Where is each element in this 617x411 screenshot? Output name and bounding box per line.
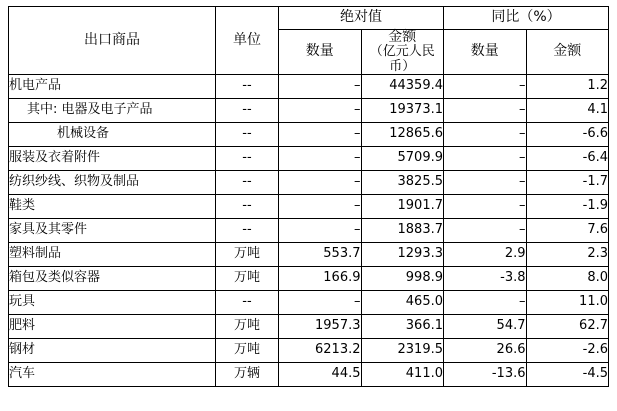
column-header-product: 出口商品: [9, 7, 216, 75]
table-row: [9, 170, 609, 194]
cell-product-name: 肥料: [9, 314, 216, 338]
cell-product-name: 纺织纱线、织物及制品: [9, 170, 216, 194]
cell-absolute-quantity: –: [279, 218, 362, 242]
cell-yoy-quantity: –: [444, 98, 527, 122]
cell-yoy-quantity: 2.9: [444, 242, 527, 266]
cell-yoy-quantity: -3.8: [444, 266, 527, 290]
cell-absolute-quantity: –: [279, 98, 362, 122]
cell-unit: --: [216, 290, 279, 314]
column-header-absolute: 绝对值: [279, 7, 444, 30]
cell-yoy-quantity: –: [444, 146, 527, 170]
cell-yoy-quantity: –: [444, 218, 527, 242]
cell-yoy-quantity: 26.6: [444, 338, 527, 362]
table-header-row-1: [9, 7, 609, 30]
cell-unit: 万吨: [216, 338, 279, 362]
export-commodities-table: [8, 6, 609, 387]
cell-product-name: 箱包及类似容器: [9, 266, 216, 290]
cell-absolute-amount: 411.0: [361, 362, 444, 386]
column-header-unit: 单位: [216, 7, 279, 75]
cell-product-name: 机械设备: [9, 122, 216, 146]
cell-absolute-quantity: 1957.3: [279, 314, 362, 338]
cell-absolute-amount: 3825.5: [361, 170, 444, 194]
cell-yoy-amount: 8.0: [526, 266, 609, 290]
table-header: [9, 7, 609, 75]
column-header-absolute-amount-label: 金额: [388, 29, 417, 45]
cell-yoy-amount: 11.0: [526, 290, 609, 314]
cell-product-name: 家具及其零件: [9, 218, 216, 242]
cell-absolute-quantity: –: [279, 74, 362, 98]
cell-unit: --: [216, 170, 279, 194]
cell-yoy-amount: 1.2: [526, 74, 609, 98]
cell-product-name: 服装及衣着附件: [9, 146, 216, 170]
cell-unit: --: [216, 74, 279, 98]
cell-unit: --: [216, 218, 279, 242]
cell-unit: --: [216, 122, 279, 146]
table-row: [9, 314, 609, 338]
column-header-yoy-amount: 金额: [526, 30, 609, 75]
column-header-absolute-amount: [361, 30, 444, 75]
cell-product-name: 玩具: [9, 290, 216, 314]
cell-yoy-amount: 7.6: [526, 218, 609, 242]
cell-product-name: 其中: 电器及电子产品: [9, 98, 216, 122]
table-row: [9, 290, 609, 314]
cell-unit: --: [216, 98, 279, 122]
cell-absolute-amount: 1293.3: [361, 242, 444, 266]
cell-absolute-quantity: 166.9: [279, 266, 362, 290]
cell-yoy-amount: -1.9: [526, 194, 609, 218]
cell-absolute-amount: 465.0: [361, 290, 444, 314]
table-row: [9, 362, 609, 386]
cell-unit: 万吨: [216, 314, 279, 338]
cell-absolute-amount: 12865.6: [361, 122, 444, 146]
column-header-yoy-quantity: 数量: [444, 30, 527, 75]
cell-yoy-amount: 62.7: [526, 314, 609, 338]
cell-yoy-quantity: –: [444, 290, 527, 314]
cell-absolute-quantity: –: [279, 170, 362, 194]
cell-product-name: 塑料制品: [9, 242, 216, 266]
cell-yoy-quantity: –: [444, 170, 527, 194]
cell-absolute-quantity: 553.7: [279, 242, 362, 266]
table-row: [9, 98, 609, 122]
cell-yoy-quantity: –: [444, 122, 527, 146]
cell-absolute-quantity: 44.5: [279, 362, 362, 386]
cell-unit: --: [216, 146, 279, 170]
cell-absolute-amount: 44359.4: [361, 74, 444, 98]
cell-absolute-quantity: –: [279, 146, 362, 170]
cell-yoy-amount: -1.7: [526, 170, 609, 194]
cell-product-name: 鞋类: [9, 194, 216, 218]
cell-yoy-amount: -6.6: [526, 122, 609, 146]
cell-absolute-amount: 366.1: [361, 314, 444, 338]
table-row: [9, 146, 609, 170]
table-row: [9, 74, 609, 98]
cell-absolute-amount: 998.9: [361, 266, 444, 290]
column-header-absolute-quantity: 数量: [279, 30, 362, 75]
cell-yoy-amount: -6.4: [526, 146, 609, 170]
cell-yoy-amount: -2.6: [526, 338, 609, 362]
cell-absolute-quantity: –: [279, 194, 362, 218]
cell-yoy-quantity: –: [444, 194, 527, 218]
cell-yoy-quantity: –: [444, 74, 527, 98]
cell-yoy-amount: -4.5: [526, 362, 609, 386]
cell-absolute-amount: 2319.5: [361, 338, 444, 362]
cell-unit: --: [216, 194, 279, 218]
cell-unit: 万吨: [216, 266, 279, 290]
cell-absolute-quantity: –: [279, 122, 362, 146]
cell-absolute-amount: 19373.1: [361, 98, 444, 122]
table-row: [9, 242, 609, 266]
table-row: [9, 122, 609, 146]
cell-absolute-quantity: 6213.2: [279, 338, 362, 362]
table-row: [9, 194, 609, 218]
table-body: [9, 74, 609, 386]
table-row: [9, 338, 609, 362]
cell-absolute-amount: 5709.9: [361, 146, 444, 170]
cell-unit: 万吨: [216, 242, 279, 266]
cell-product-name: 汽车: [9, 362, 216, 386]
table-row: [9, 266, 609, 290]
column-header-absolute-amount-unit: （亿元人民币）: [369, 44, 435, 74]
cell-unit: 万辆: [216, 362, 279, 386]
cell-absolute-amount: 1883.7: [361, 218, 444, 242]
cell-yoy-quantity: 54.7: [444, 314, 527, 338]
cell-yoy-quantity: -13.6: [444, 362, 527, 386]
cell-product-name: 机电产品: [9, 74, 216, 98]
cell-yoy-amount: 4.1: [526, 98, 609, 122]
cell-absolute-quantity: –: [279, 290, 362, 314]
cell-product-name: 钢材: [9, 338, 216, 362]
table-row: [9, 218, 609, 242]
column-header-yoy: 同比（%）: [444, 7, 609, 30]
cell-absolute-amount: 1901.7: [361, 194, 444, 218]
cell-yoy-amount: 2.3: [526, 242, 609, 266]
